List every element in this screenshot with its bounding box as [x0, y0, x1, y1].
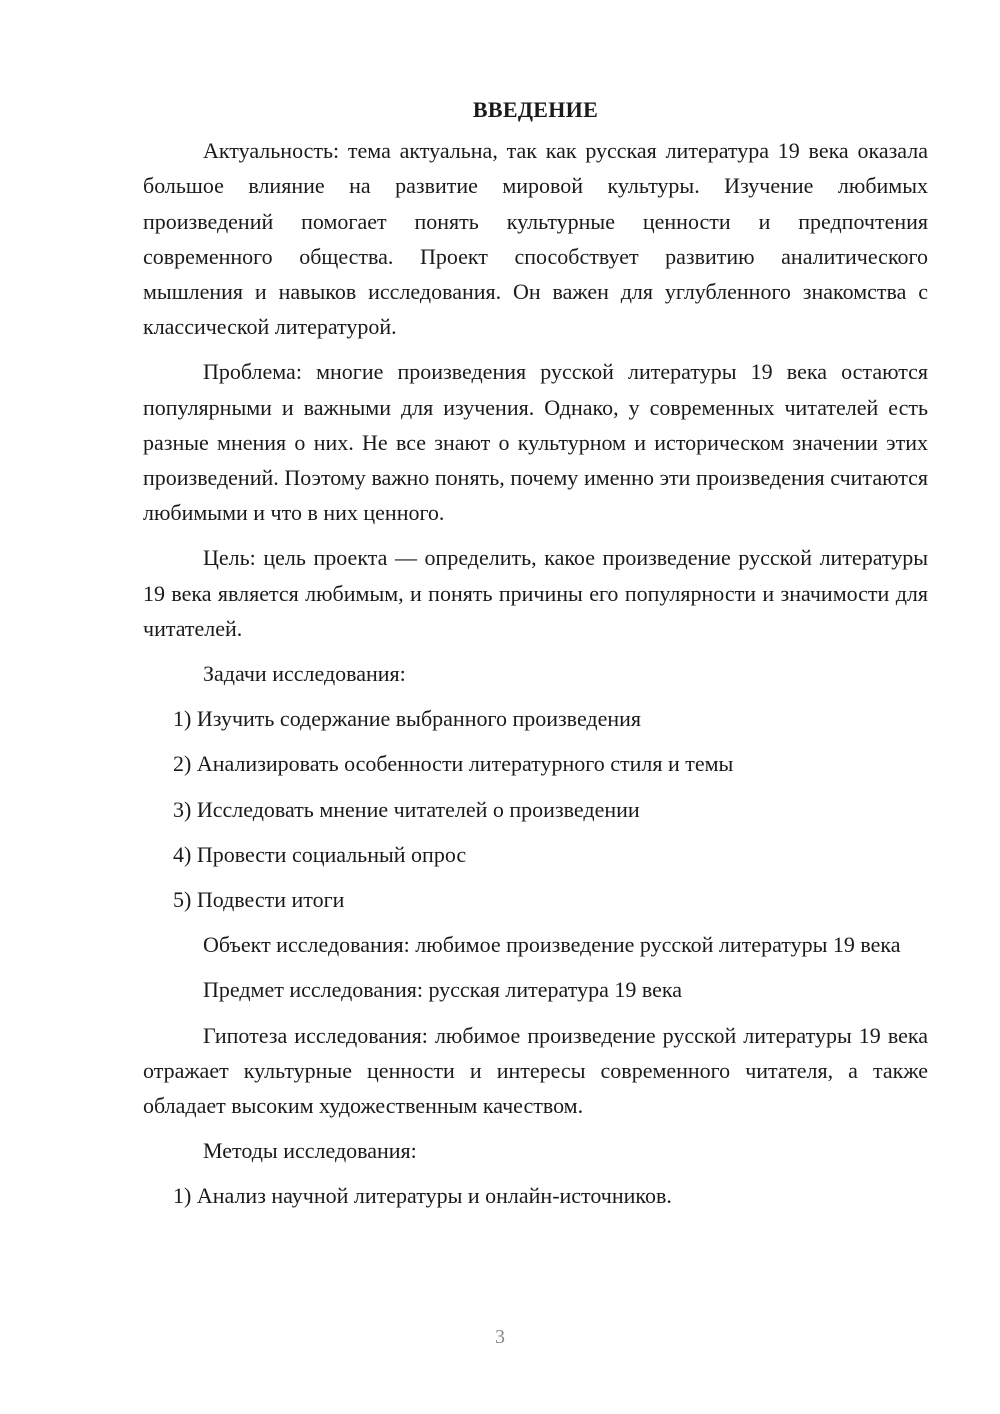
task-item-2: 2) Анализировать особенности литературного стиля и темы	[173, 751, 734, 777]
subject-paragraph: Предмет исследования: русская литература 19 века	[203, 977, 682, 1003]
page-title: ВВЕДЕНИЕ	[472, 97, 599, 122]
task-item-5: 5) Подвести итоги	[173, 887, 345, 913]
goal-paragraph: Цель: цель проекта — определить, какое произведение русской литературы 19 века является любимым, и понять причины его популярности и значимости для читателей.	[143, 545, 928, 641]
relevance-paragraph: Актуальность: тема актуальна, так как русская литература 19 века оказала большое влияние на развитие мировой культуры. Изучение любимых произведений помогает понять культурные ценности и предпочтения современного общества. Проект способствует развитию аналитического мышления и навыков исследования. Он важен для углубленного знакомства с классической литературой.	[143, 138, 928, 340]
hypothesis-paragraph: Гипотеза исследования: любимое произведение русской литературы 19 века отражает культурные ценности и интересы современного читателя, а также обладает высоким художественным качеством.	[143, 1022, 928, 1119]
problem-paragraph: Проблема: многие произведения русской литературы 19 века остаются популярными и важными для изучения. Однако, у современных читателей есть разные мнения о них. Не все знают о культурном и историческом значении этих произведений. Поэтому важно понять, почему именно эти произведения считаются любимыми и что в них ценного.	[143, 359, 928, 526]
tasks-heading: Задачи исследования:	[203, 661, 406, 687]
document-page	[143, 92, 928, 1224]
task-item-4: 4) Провести социальный опрос	[173, 841, 467, 867]
method-item-1: 1) Анализ научной литературы и онлайн-источников.	[173, 1183, 672, 1209]
methods-heading: Методы исследования:	[203, 1138, 417, 1164]
page-number: 3	[495, 1326, 505, 1348]
task-item-1: 1) Изучить содержание выбранного произведения	[173, 706, 642, 732]
task-item-3: 3) Исследовать мнение читателей о произведении	[173, 796, 640, 822]
object-paragraph: Объект исследования: любимое произведение русской литературы 19 века	[203, 932, 901, 958]
